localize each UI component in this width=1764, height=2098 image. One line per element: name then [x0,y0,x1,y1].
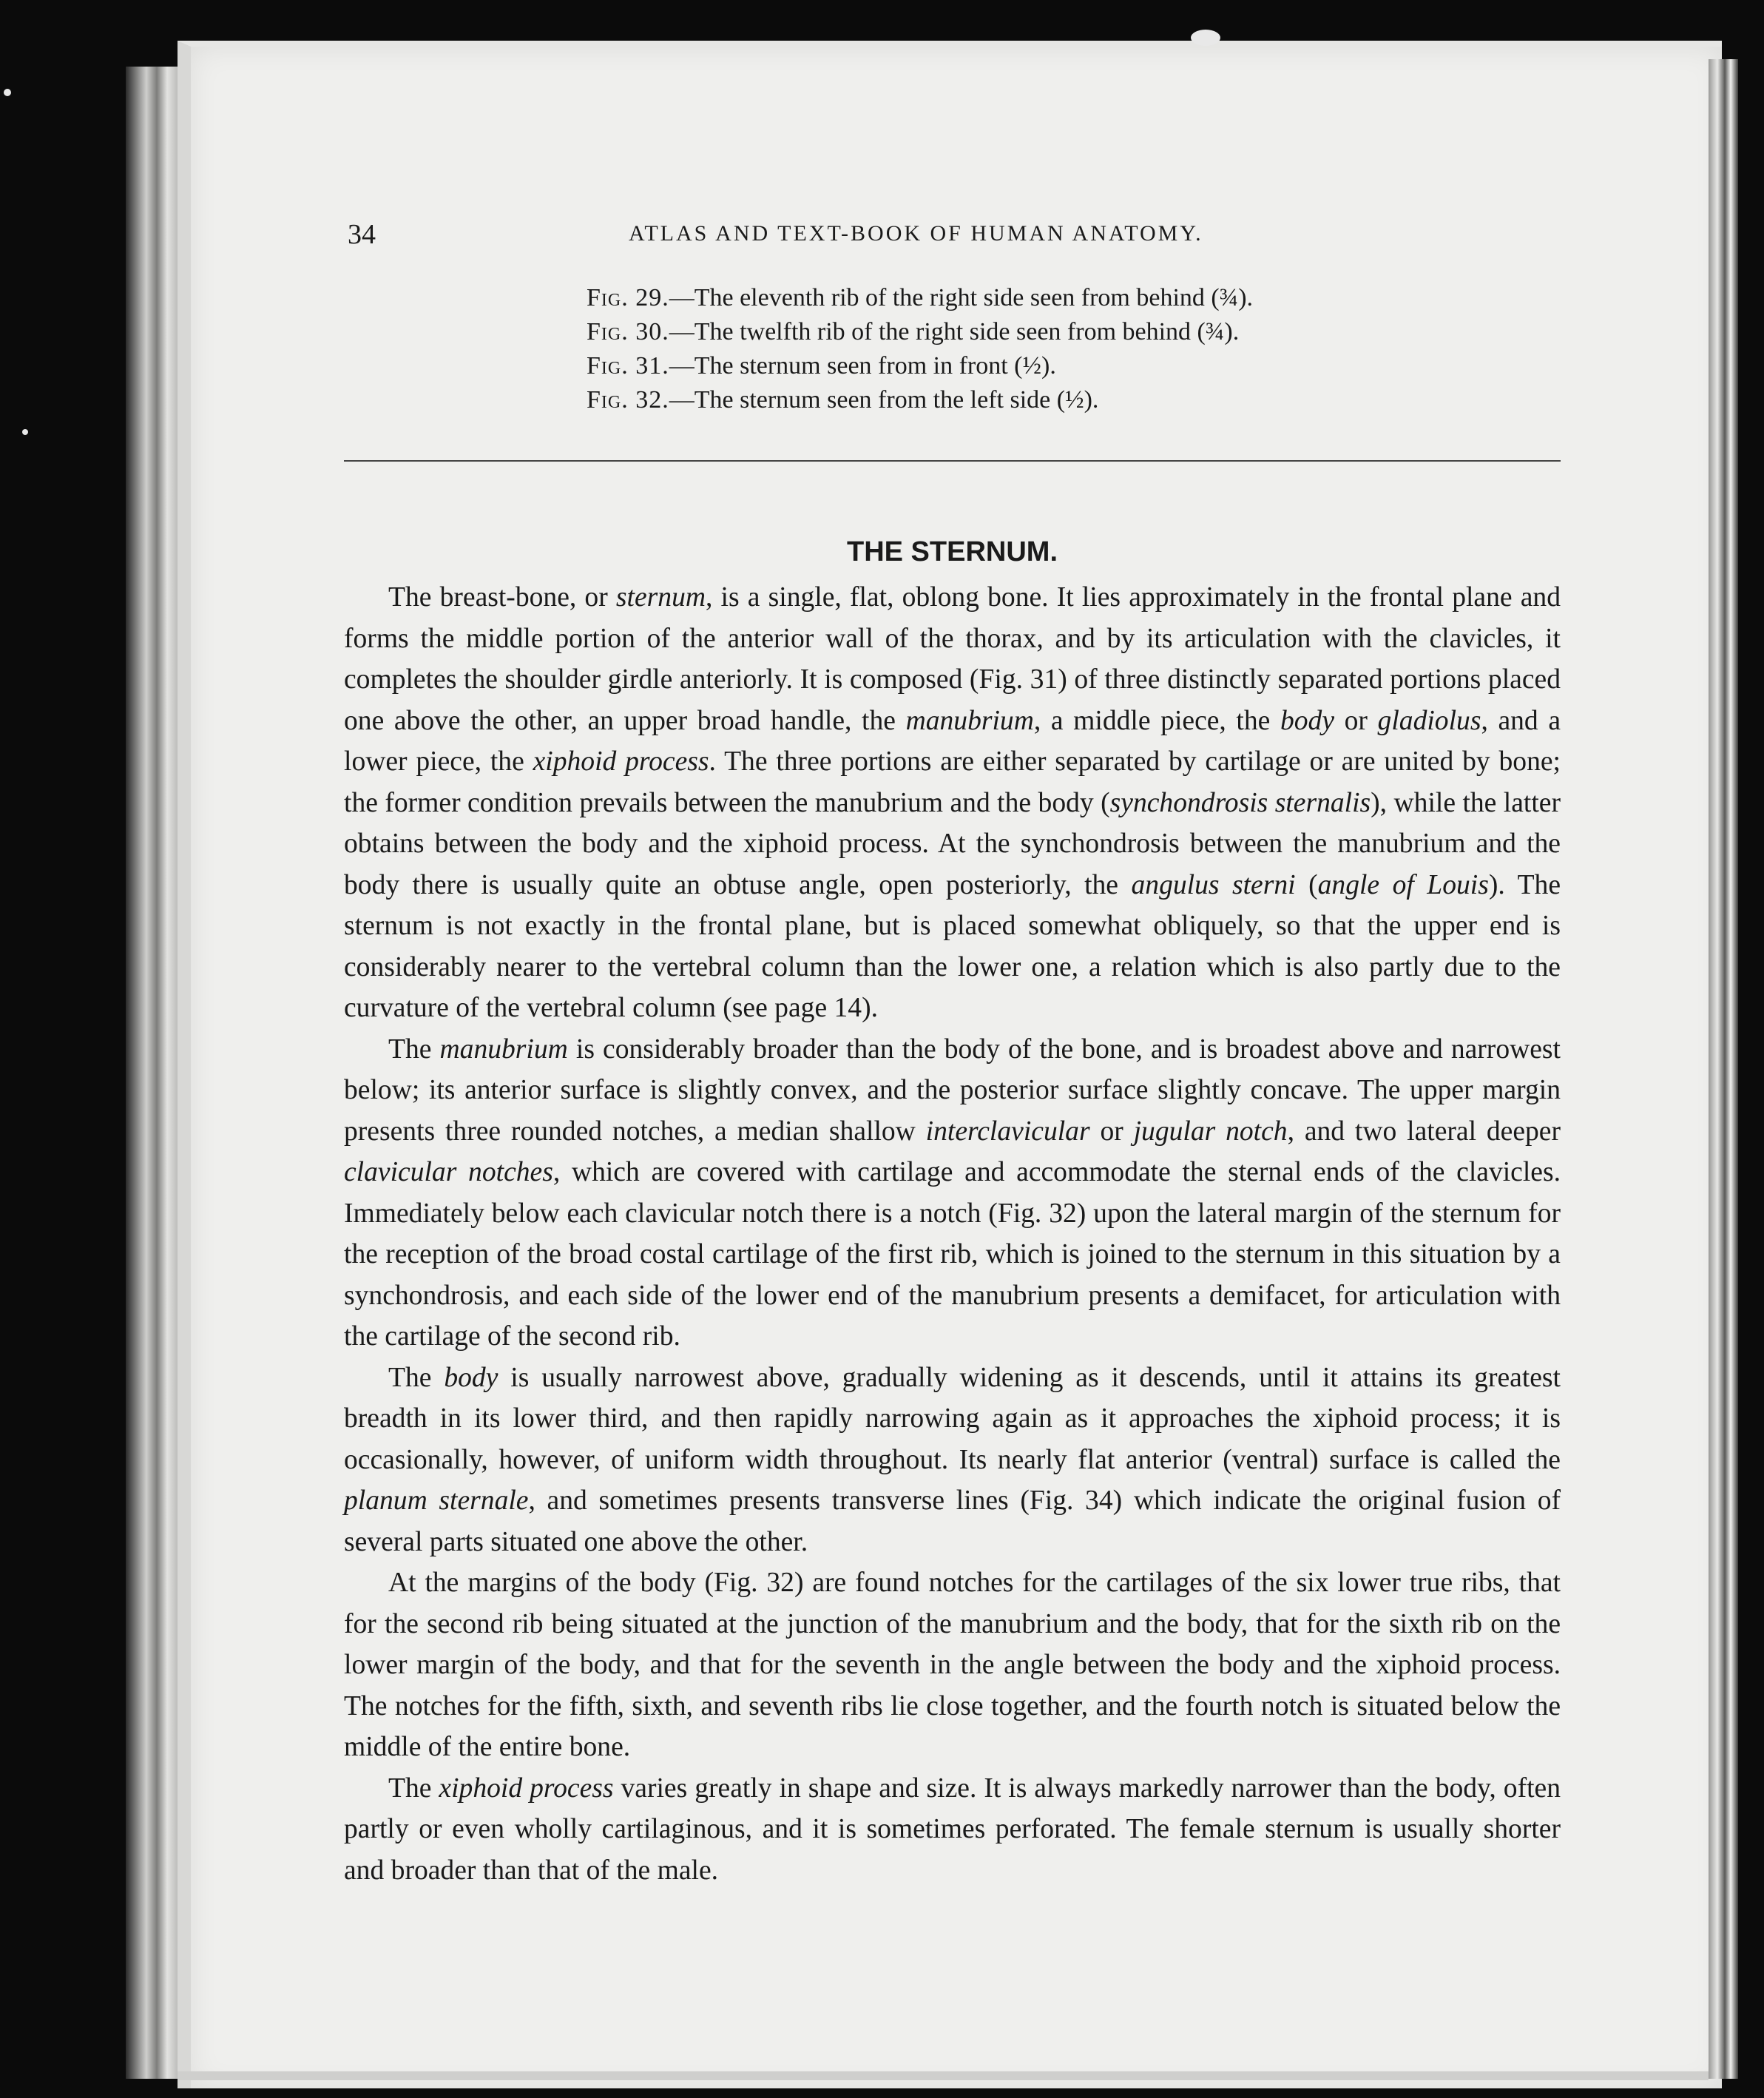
scan-speck [4,89,11,96]
text-run: The [388,1772,439,1804]
page-bottom-edge [178,2071,1709,2080]
text-run: is usually narrowest above, gradually widening as it descends, until it attains its greatest breadth in its lower third, and then rapidly narrowing again as it approaches the xiphoid process; it is occasionally, however, of uniform width throughout. Its nearly flat anterior (ventral) surface is called the [344,1362,1561,1475]
body-text [344,577,1561,1891]
paragraph [344,577,1561,1029]
paragraph [344,1562,1561,1768]
text-run: The [388,1033,440,1065]
section-divider [344,460,1561,462]
figure-label: Fig. 32. [587,386,669,414]
text-run: ( [1295,869,1318,900]
text-run: , and a lower piece, the [344,705,1561,777]
book-left-edge [126,67,178,2079]
italic-term: body [444,1362,499,1393]
text-run: ), while the latter obtains between the body and the xiphoid process. At the synchondrosis between the manubrium and the body there is usually quite an obtuse angle, open posteriorly, the [344,787,1561,900]
italic-term: angle of Louis [1317,869,1489,900]
figure-caption [587,281,1326,315]
figure-captions [587,281,1326,417]
text-run: . The three portions are either separated by cartilage or are united by bone; the former condition prevails between the manubrium and the body ( [344,746,1561,818]
book-right-edge [1709,59,1738,2079]
italic-term: clavicular notches [344,1157,553,1187]
italic-term: manubrium [439,1033,568,1065]
figure-label: Fig. 30. [587,318,669,345]
text-run: , a middle piece, the [1033,705,1280,736]
section-title: THE STERNUM. [847,536,1058,567]
figure-caption-text: —The twelfth rib of the right side seen from behind (¾). [669,318,1240,345]
italic-term: xiphoid process [533,746,709,777]
text-run: is considerably broader than the body of the bone, and is broadest above and narrowest below; its anterior surface is slightly convex, and the posterior surface slightly concave. The upper margin presents three rounded notches, a median shallow [344,1033,1561,1147]
figure-caption-text: —The sternum seen from the left side (½). [669,386,1099,414]
italic-term: body [1280,705,1335,736]
text-run: , and two lateral deeper [1287,1116,1561,1147]
scan-speck [22,429,28,435]
text-run: or [1334,705,1378,736]
figure-label: Fig. 31. [587,352,669,380]
italic-term: jugular notch [1133,1116,1288,1147]
paragraph [344,1357,1561,1563]
running-title: ATLAS AND TEXT-BOOK OF HUMAN ANATOMY. [629,221,1203,246]
italic-term: planum sternale [344,1485,529,1516]
figure-caption-text: —The sternum seen from in front (½). [669,352,1056,380]
italic-term: interclavicular [925,1116,1090,1147]
text-run: At the margins of the body (Fig. 32) are found notches for the cartilages of the six lower true ribs, that for the second rib being situated at the junction of the manubrium and the body, that for the sixth rib on the lower margin of the body, and that for the seventh in the angle between the body and the xiphoid process. The notches for the fifth, sixth, and seventh ribs lie close together, and the fourth notch is situated below the middle of the entire bone. [344,1568,1561,1762]
text-run: The breast-bone, or [388,582,616,613]
text-run: varies greatly in shape and size. It is always markedly narrower than the body, often partly or even wholly cartilaginous, and it is sometimes perforated. The female sternum is usually shorter and broader than that of the male. [344,1772,1561,1886]
paragraph [344,1029,1561,1357]
scan-speck [1191,30,1220,46]
text-run: ). The sternum is not exactly in the frontal plane, but is placed somewhat obliquely, so that the upper end is considerably nearer to the vertebral column than the lower one, a relation which is also partly due to the curvature of the vertebral column (see page 14). [344,869,1561,1023]
figure-caption [587,315,1326,349]
italic-term: xiphoid process [439,1772,614,1804]
text-run: or [1089,1116,1134,1147]
figure-caption [587,383,1326,417]
text-run: , which are covered with cartilage and accommodate the sternal ends of the clavicles. Immediately below each clavicular notch there is a notch (Fig. 32) upon the lateral margin of the sternum for the reception of the broad costal cartilage of the first rib, which is joined to the sternum in this situation by a synchondrosis, and each side of the lower end of the manubrium presents a demifacet, for articulation with the cartilage of the second rib. [344,1157,1561,1352]
italic-term: sternum [615,582,706,613]
page-number: 34 [348,219,376,250]
text-run: The [388,1362,445,1393]
italic-term: angulus sterni [1131,869,1296,900]
italic-term: gladiolus [1377,705,1481,736]
figure-label: Fig. 29. [587,284,669,311]
italic-term: synchondrosis sternalis [1109,787,1371,818]
text-run: , and sometimes presents transverse lines (Fig. 34) which indicate the original fusion of several parts situated one above the other. [344,1485,1561,1557]
running-header [348,218,1287,255]
paragraph [344,1768,1561,1892]
figure-caption [587,349,1326,383]
figure-caption-text: —The eleventh rib of the right side seen from behind (¾). [669,284,1254,311]
text-run: , is a single, flat, oblong bone. It lies approximately in the frontal plane and forms the middle portion of the anterior wall of the thorax, and by its articulation with the clavicles, it completes the shoulder girdle anteriorly. It is composed (Fig. 31) of three distinctly separated portions placed one above the other, an upper broad handle, the [344,582,1561,736]
italic-term: manubrium [905,705,1034,736]
